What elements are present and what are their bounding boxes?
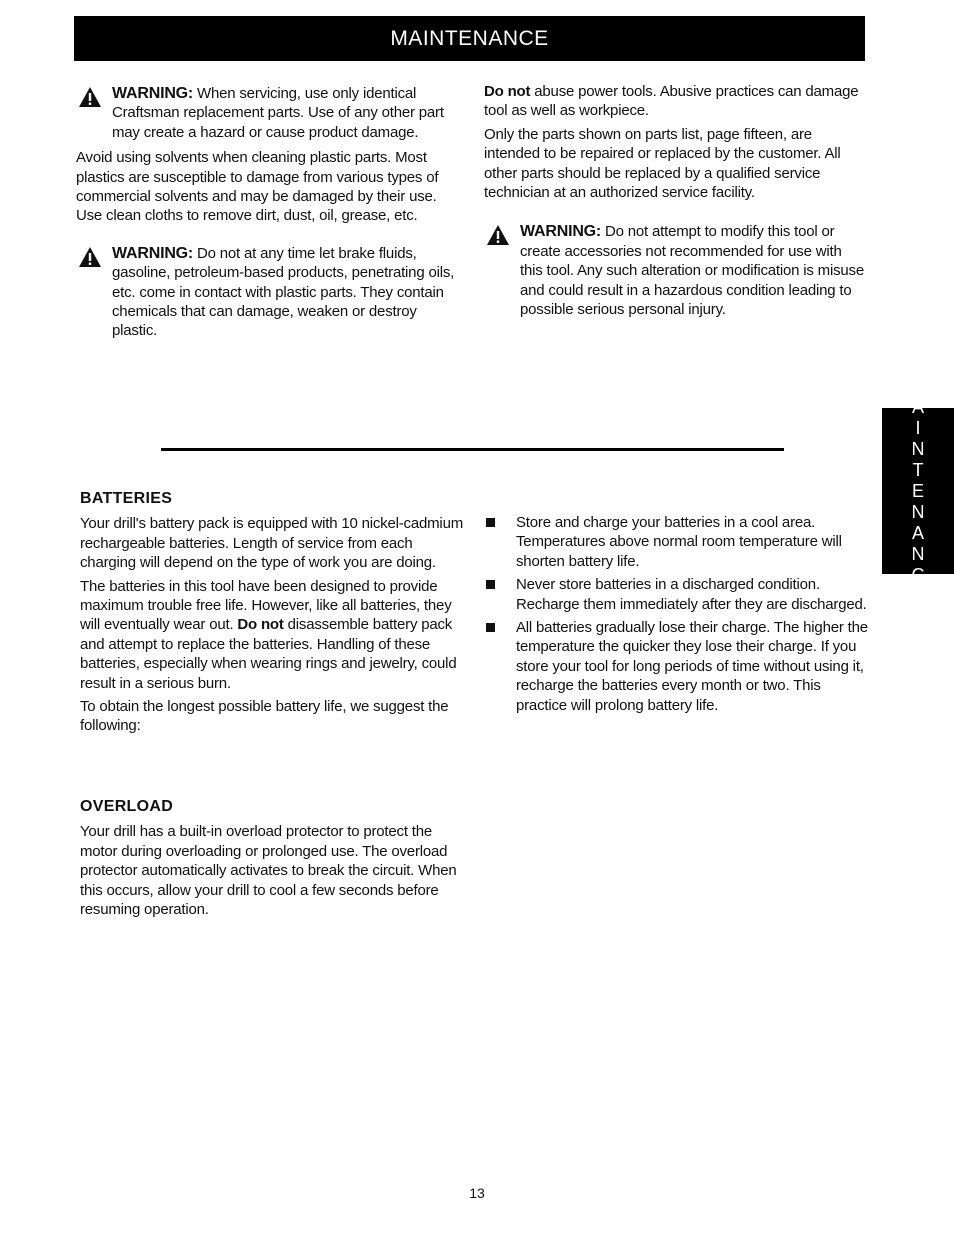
square-bullet-icon bbox=[486, 623, 495, 632]
warning-text: When servicing, use only identical Craftsman replacement parts. Use of any other part may create a hazard or cause product damage. bbox=[112, 85, 444, 141]
emphasis-do-not: Do not bbox=[237, 616, 284, 634]
warning-modify-tool bbox=[484, 222, 868, 319]
battery-tips-list bbox=[486, 513, 868, 715]
warning-triangle-icon bbox=[78, 246, 102, 268]
warning-label: WARNING: bbox=[112, 244, 194, 262]
left-top-column bbox=[76, 84, 458, 341]
solvents-paragraph: Avoid using solvents when cleaning plastic parts. Most plastics are susceptible to damage from various types of commercial solvents and may be damaged by their use. Use clean cloths to remove dirt, dust, oil, grease, etc. bbox=[76, 149, 439, 225]
overload-heading: OVERLOAD bbox=[80, 798, 174, 815]
batteries-text: disassemble battery pack and attempt to replace the batteries. Handling of these batteries, especially when wearing rings and jewelry, could result in a serious burn. bbox=[80, 616, 457, 692]
list-item bbox=[486, 575, 868, 614]
warning-label: WARNING: bbox=[520, 223, 602, 241]
side-tab bbox=[882, 375, 954, 607]
warning-triangle-icon bbox=[486, 224, 510, 246]
warning-plastic-chemicals bbox=[76, 244, 458, 341]
parts-paragraph: Only the parts shown on parts list, page fifteen, are intended to be repaired or replaced by the customer. All other parts should be replaced by a qualified service technician at an authorized service facility. bbox=[484, 125, 841, 202]
list-item-text: Never store batteries in a discharged condition. Recharge them immediately after they are discharged. bbox=[516, 576, 867, 613]
list-item bbox=[486, 618, 868, 715]
section-divider bbox=[161, 448, 784, 451]
warning-text: Do not at any time let brake fluids, gasoline, petroleum-based products, penetrating oils, etc. come in contact with plastic parts. They contain chemicals that can damage, weaken or destroy plastic. bbox=[112, 244, 455, 340]
right-top-column bbox=[484, 82, 868, 319]
warning-label: WARNING: bbox=[112, 85, 194, 102]
abuse-text: abuse power tools. Abusive practices can damage tool as well as workpiece. bbox=[484, 83, 859, 120]
overload-paragraph: Your drill has a built-in overload protector to protect the motor during overloading or prolonged use. The overload protector automatically activates to break the circuit. When this occurs, allow your drill to cool a few seconds before resuming operation. bbox=[80, 823, 457, 919]
section-header bbox=[74, 16, 865, 61]
batteries-paragraph-2 bbox=[80, 577, 464, 693]
warning-text: Do not attempt to modify this tool or create accessories not recommended for use with this tool. Any such alteration or modification is misuse and could result in a hazardous condition leading to possible serious personal injury. bbox=[520, 223, 864, 319]
overload-section bbox=[80, 797, 464, 923]
emphasis-do-not: Do not bbox=[484, 83, 531, 100]
batteries-section bbox=[80, 489, 464, 740]
battery-tips bbox=[486, 513, 868, 719]
list-item-text: Store and charge your batteries in a cool area. Temperatures above normal room temperature will shorten battery life. bbox=[516, 514, 842, 570]
batteries-text: The batteries in this tool have been designed to provide maximum trouble free life. However, like all batteries, they will eventually wear out. bbox=[80, 577, 452, 634]
list-item-text: All batteries gradually lose their charge. The higher the temperature the quicker they lose their charge. If you store your tool for long periods of time without using it, recharge the batteries every month or two. This practice will prolong battery life. bbox=[516, 619, 868, 714]
square-bullet-icon bbox=[486, 580, 495, 589]
batteries-paragraph-3: To obtain the longest possible battery life, we suggest the following: bbox=[80, 698, 449, 735]
square-bullet-icon bbox=[486, 518, 495, 527]
abuse-paragraph bbox=[484, 82, 868, 121]
section-title: MAINTENANCE bbox=[390, 26, 549, 50]
warning-triangle-icon bbox=[78, 86, 102, 108]
page-number: 13 bbox=[469, 1185, 485, 1201]
side-tab-label: MAINTENANCE bbox=[908, 375, 928, 607]
batteries-paragraph-1: Your drill's battery pack is equipped with 10 nickel-cadmium rechargeable batteries. Length of service from each charging will depend on the type of work you are doing. bbox=[80, 515, 464, 572]
list-item bbox=[486, 513, 868, 571]
batteries-heading: BATTERIES bbox=[80, 490, 173, 507]
warning-replacement-parts bbox=[76, 84, 458, 142]
